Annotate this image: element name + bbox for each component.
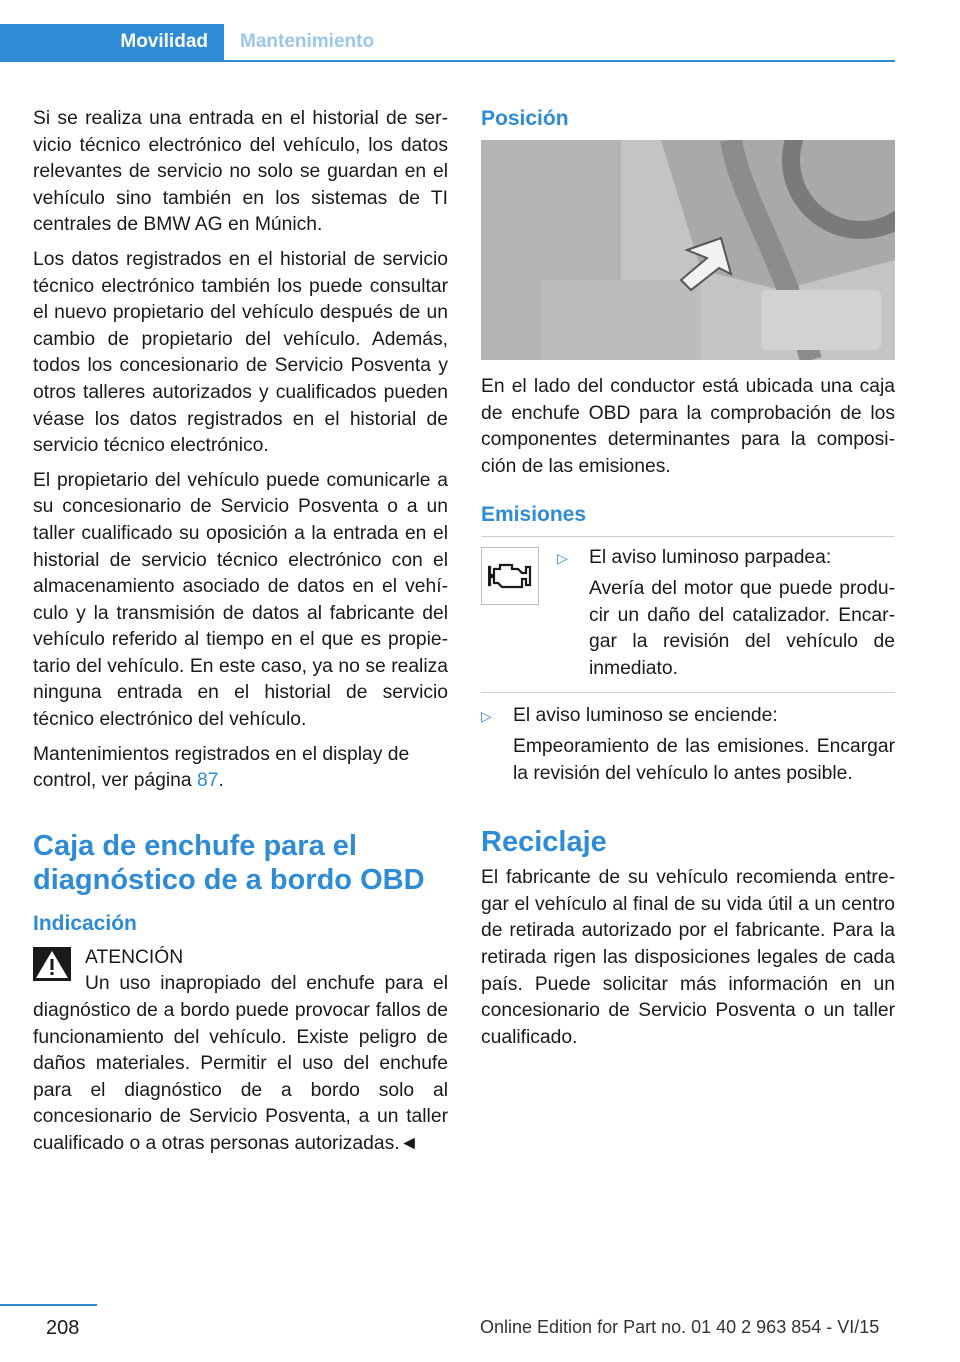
list-item-text: Empeoramiento de las emisiones. Encargar la revisión del vehículo lo antes posible. — [513, 735, 895, 784]
emisiones-separator-top — [481, 536, 895, 537]
header-tabbar — [0, 24, 895, 62]
page-link-87[interactable]: 87 — [197, 770, 219, 792]
right-column — [481, 106, 895, 1059]
emisiones-list-2 — [481, 703, 895, 787]
obd-location-photo — [481, 140, 895, 360]
page-number: 208 — [46, 1317, 80, 1339]
warning-title: ATENCIÓN — [85, 946, 184, 968]
list-item — [481, 703, 895, 787]
indicacion-heading: Indicación — [33, 911, 137, 935]
reciclaje-text: El fabricante de su vehículo recomienda entregar el vehículo al final de su vida útil a un centro de retirada autorizado por el fabricante. Para la retirada rigen las disposiciones legales de cada país. Puede solicitar más información en un concesionario de Servicio Posventa o un taller cualificado. — [481, 867, 895, 1048]
tab-movilidad[interactable]: Movilidad — [0, 24, 224, 60]
paragraph-1: Si se realiza una entrada en el historial de servicio técnico electrónico del vehículo, los datos relevantes de servicio no solo se guardan en el vehículo sino también en los sistemas de TI centrales de BMW AG en Múnich. — [33, 108, 448, 236]
list-item — [557, 545, 895, 682]
warning-triangle-icon — [33, 947, 71, 981]
warning-block — [33, 945, 448, 1158]
left-column — [33, 106, 448, 1166]
paragraph-3: El propietario del vehículo puede comunicarle a su concesionario de Servicio Posventa o a un taller cualificado su oposición a la entrada en el historial de servicio técnico electrónico con el almacenamiento asociado de datos en el vehículo y la transmisión de datos al fabricante del vehículo referido al tiempo en el que es propietario del vehículo. En este caso, ya no se realiza ninguna entrada en el historial de servicio técnico electrónico del vehículo. — [33, 469, 448, 731]
emisiones-heading: Emisiones — [481, 503, 587, 527]
list-item-title: El aviso luminoso parpadea: — [589, 547, 832, 569]
triangle-bullet-icon: ▷ — [557, 550, 568, 567]
header-rule — [0, 60, 895, 62]
triangle-bullet-icon: ▷ — [481, 708, 492, 725]
posicion-text: En el lado del conductor está ubicada una caja de enchufe OBD para la comprobación de los componentes determinantes para la composición de las emisiones. — [481, 376, 895, 477]
emisiones-list — [557, 545, 895, 688]
list-item-text: Avería del motor que puede producir un daño del catalizador. Encargar la revisión del vehículo de inmediato. — [589, 577, 895, 679]
tab-mantenimiento[interactable]: Mantenimiento — [240, 31, 375, 52]
emisiones-separator-mid — [481, 692, 895, 693]
paragraph-2: Los datos registrados en el historial de servicio técnico electrónico también los puede consultar el nuevo propietario del vehículo después de un cambio de propietario del vehículo. Además, todos los concesionario de Servicio Posventa y otros talleres autorizados y cualificados pueden véase los datos registrados en el historial de servicio técnico electrónico. — [33, 248, 448, 457]
obd-heading: Caja de enchufe para el diagnóstico de a bordo OBD — [33, 829, 425, 896]
engine-warning-icon-box — [481, 547, 539, 605]
posicion-heading: Posición — [481, 107, 569, 130]
warning-text — [33, 971, 448, 1157]
paragraph-4-text: Mantenimientos registrados en el display de control, ver página — [33, 743, 410, 792]
paragraph-4-end: . — [218, 770, 224, 792]
reciclaje-heading: Reciclaje — [481, 826, 607, 859]
edition-text: Online Edition for Part no. 01 40 2 963 854 - VI/15 — [480, 1317, 880, 1337]
engine-warning-icon — [488, 561, 532, 591]
obd-photo-drawing — [481, 140, 895, 360]
warning-text-content: Un uso inapropiado del enchufe para el diagnóstico de a bordo puede provocar fallos de funcionamiento del vehículo. Existe peligro de daños materiales. Permitir el uso del enchufe para el diagnóstico de a bordo solo al concesionario de Servicio Posventa, a un taller cualificado o a otras personas autorizadas.◄ — [33, 973, 448, 1154]
footer-rule — [0, 1304, 97, 1306]
paragraph-4 — [33, 742, 448, 795]
emisiones-row — [481, 545, 895, 688]
list-item-title: El aviso luminoso se enciende: — [513, 705, 778, 727]
